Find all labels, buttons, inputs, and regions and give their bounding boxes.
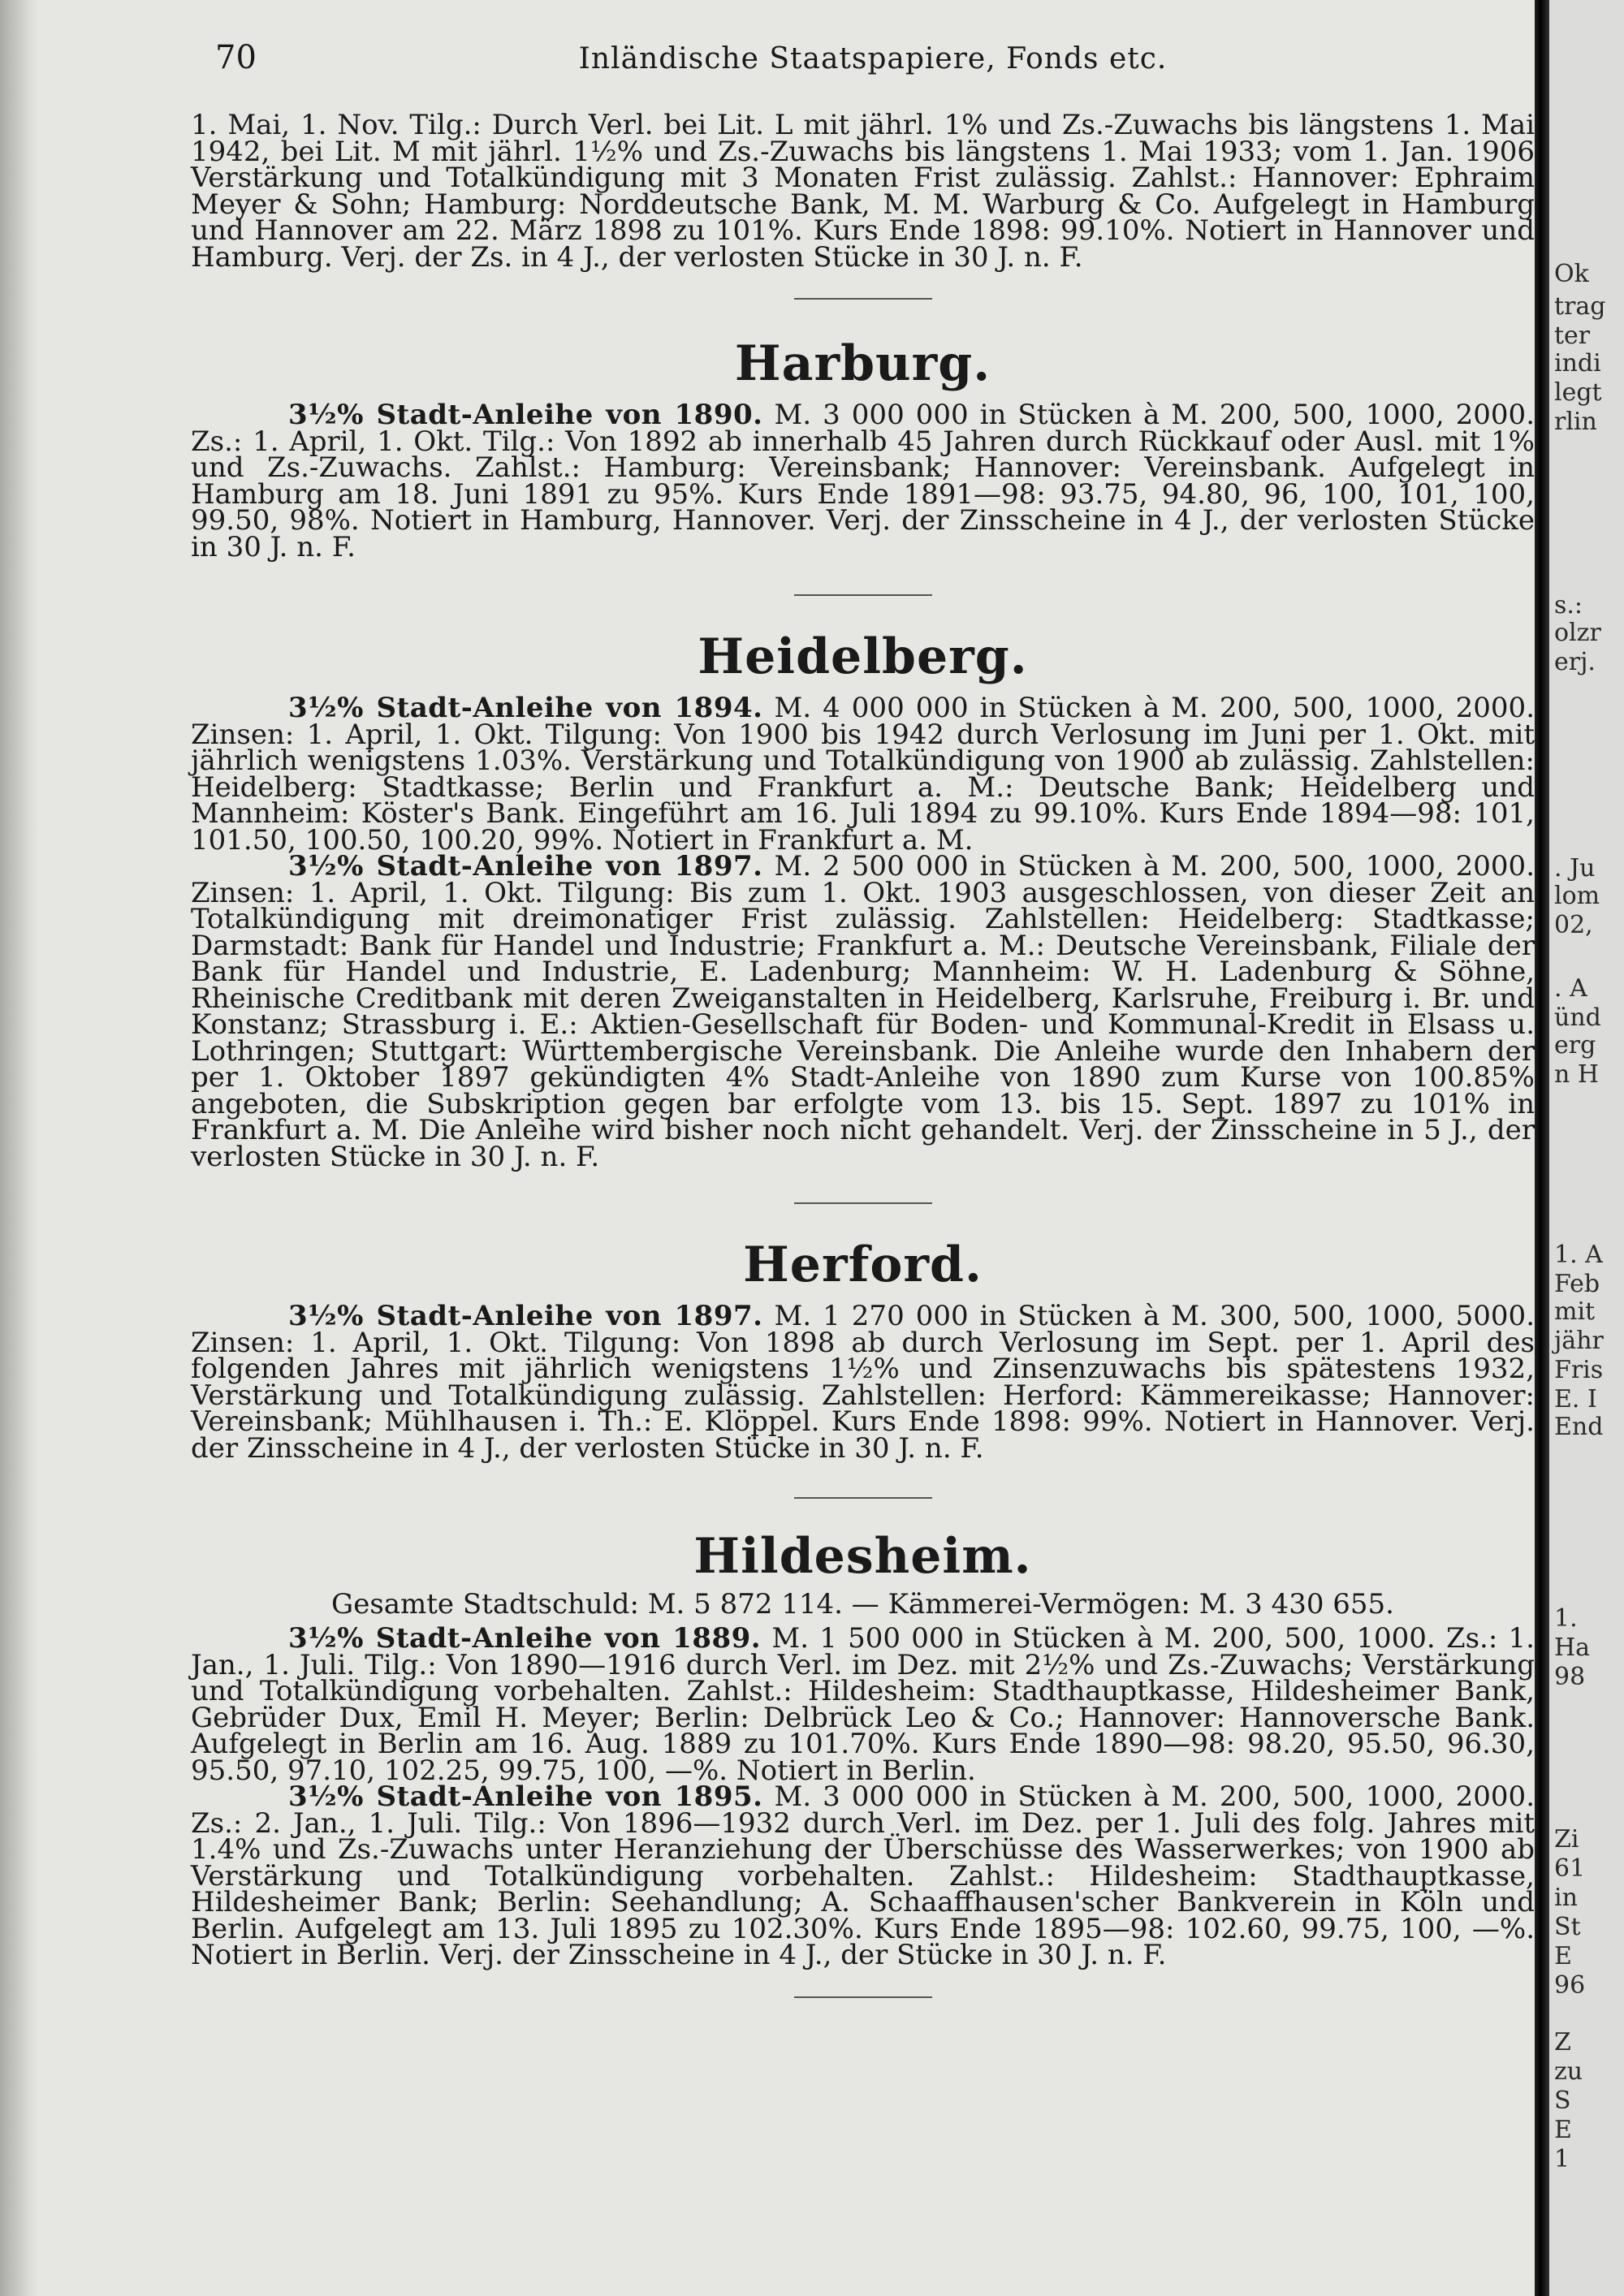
loan-title: 3½% Stadt-Anleihe von 1889. (288, 1622, 762, 1655)
neighbor-text: E (1554, 2116, 1572, 2144)
loan-text: M. 4 000 000 in Stücken à M. 200, 500, 1000, 2000. Zinsen: 1. April, 1. Okt. Tilgung: Von 1900 bis 1942 durch Verlosung im Juni per 1. Okt. mit jährlich wenigstens 1.03%. Verstärkung und Totalkündigung von 1900 ab zulässig. Zahlstellen: Heidelberg: Stadtkasse; Berlin und Frankfurt a. M.: Deutsche Bank; Heidelberg und Mannheim: Köster's Bank. Eingeführt am 16. Juli 1894 zu 99.10%. Kurs Ende 1894—98: 101, 101.50, 100.50, 100.20, 99%. Notiert in Frankfurt a. M. (191, 692, 1535, 857)
neighbor-text: erj. (1554, 648, 1596, 676)
page-content (191, 109, 1535, 1998)
city-debt-summary: Gesamte Stadtschuld: M. 5 872 114. — Kämmerei-Vermögen: M. 3 430 655. (331, 1588, 1394, 1621)
neighbor-text: trag (1554, 292, 1606, 321)
loan-text: M. 3 000 000 in Stücken à M. 200, 500, 1000, 2000. Zs.: 2. Jan., 1. Juli. Tilg.: Von 1896—1932 durch Verl. im Dez. per 1. Juli des folg. Jahres mit 1.4% und Zs.-Zuwachs unter Heranziehung der Überschüsse des Wasserwerkes; von 1900 ab Verstärkung und Totalkündigung vorbehalten. Zahlst.: Hildesheim: Stadthauptkasse, Hildesheimer Bank; Berlin: Seehandlung; A. Schaaffhausen'scher Bankverein in Köln und Berlin. Aufgelegt am 13. Juli 1895 zu 102.30%. Kurs Ende 1895—98: 102.60, 99.75, 100, —%. Notiert in Berlin. Verj. der Zinsscheine in 4 J., der Stücke in 30 J. n. F. (191, 1780, 1535, 1971)
neighbor-text: zu (1554, 2057, 1583, 2086)
loan-title: 3½% Stadt-Anleihe von 1894. (288, 692, 763, 724)
neighbor-text: Z (1554, 2028, 1571, 2056)
neighbor-text: 1 (1554, 2145, 1570, 2173)
city-heading-herford: Herford. (743, 1236, 983, 1293)
section-divider (794, 1497, 932, 1499)
loan-entry (191, 1780, 1535, 1971)
neighbor-text: olzr (1554, 619, 1601, 647)
neighbor-text: St (1554, 1913, 1581, 1941)
page-number: 70 (215, 39, 257, 76)
loan-title: 3½% Stadt-Anleihe von 1895. (288, 1780, 763, 1813)
page (191, 0, 1539, 2296)
neighbor-text: rlin (1554, 408, 1597, 436)
loan-text: M. 2 500 000 in Stücken à M. 200, 500, 1000, 2000. Zinsen: 1. April, 1. Okt. Tilgung: Bis zum 1. Okt. 1903 ausgeschlossen, von dieser Zeit an Totalkündigung mit dreimonatiger Frist zulässig. Zahlstellen: Heidelberg: Stadtkasse; Darmstadt: Bank für Handel und Industrie; Frankfurt a. M.: Deutsche Vereinsbank, Filiale der Bank für Handel und Industrie, E. Ladenburg; Mannheim: W. H. Ladenburg & Söhne, Rheinische Creditbank mit deren Zweiganstalten in Heidelberg, Karlsruhe, Freiburg i. Br. und Konstanz; Strassburg i. E.: Aktien-Gesellschaft für Boden- und Kommunal-Kredit in Elsass u. Lothringen; Stuttgart: Württembergische Vereinsbank. Die Anleihe wurde den Inhabern der per 1. Oktober 1897 gekündigten 4% Stadt-Anleihe von 1890 zum Kurse von 100.85% angeboten, die Subskription gegen bar erfolgte vom 13. bis 15. Sept. 1897 zu 101% in Frankfurt a. M. Die Anleihe wird bisher noch nicht gehandelt. Verj. der Zinsscheine in 5 J., der verlosten Stücke in 30 J. n. F. (191, 850, 1535, 1173)
section-divider (794, 1996, 932, 1998)
neighbor-text: jähr (1554, 1327, 1604, 1355)
neighbor-text: indi (1554, 349, 1601, 378)
neighbor-text: Fris (1554, 1356, 1604, 1384)
page-header (215, 39, 1531, 88)
neighbor-text: . Ju (1554, 854, 1596, 883)
neighbor-text: ünd (1554, 1003, 1601, 1032)
neighbor-text: 96 (1554, 1971, 1586, 2000)
neighbor-text: 1. A (1554, 1241, 1603, 1269)
loan-entry (191, 1300, 1535, 1465)
loan-title: 3½% Stadt-Anleihe von 1897. (288, 850, 763, 883)
loan-entry (191, 399, 1535, 563)
neighbor-text: Ok (1554, 260, 1589, 288)
city-heading-harburg: Harburg. (734, 335, 991, 392)
loan-text: M. 1 500 000 in Stücken à M. 200, 500, 1000. Zs.: 1. Jan., 1. Juli. Tilg.: Von 1890—1916 durch Verl. im Dez. mit 2½% und Zs.-Zuwachs; Verstärkung und Totalkündigung vorbehalten. Zahlst.: Hildesheim: Stadthauptkasse, Hildesheimer Bank, Gebrüder Dux, Emil H. Meyer; Berlin: Delbrück Leo & Co.; Hannover: Hannoversche Bank. Aufgelegt in Berlin am 16. Aug. 1889 zu 101.70%. Kurs Ende 1890—98: 98.20, 95.50, 96.30, 95.50, 97.10, 102.25, 99.75, 100, —%. Notiert in Berlin. (191, 1622, 1535, 1787)
neighbor-text: in (1554, 1884, 1578, 1912)
neighbor-text: lom (1554, 882, 1600, 910)
page-gutter (1535, 0, 1549, 2296)
neighbor-text: E (1554, 1942, 1572, 1970)
city-heading-heidelberg: Heidelberg. (698, 628, 1028, 685)
neighbor-text: E. I (1554, 1385, 1597, 1413)
running-title: Inländische Staatspapiere, Fonds etc. (578, 42, 1168, 76)
neighbor-text: S (1554, 2087, 1571, 2115)
neighbor-text: 02, (1554, 911, 1593, 939)
section-divider (794, 298, 932, 300)
neighbor-text: . A (1554, 974, 1587, 1003)
neighbor-text: 98 (1554, 1663, 1586, 1691)
neighbor-text: legt (1554, 378, 1602, 407)
intro-paragraph: 1. Mai, 1. Nov. Tilg.: Durch Verl. bei Lit. L mit jährl. 1% und Zs.-Zuwachs bis längstens 1. Mai 1942, bei Lit. M mit jährl. 1½% und Zs.-Zuwachs bis längstens 1. Mai 1933; vom 1. Jan. 1906 Verstärkung und Totalkündigung mit 3 Monaten Frist zulässig. Zahlst.: Hannover: Ephraim Meyer & Sohn; Hamburg: Norddeutsche Bank, M. M. Warburg & Co. Aufgelegt in Hamburg und Hannover am 22. März 1898 zu 101%. Kurs Ende 1898: 99.10%. Notiert in Hannover und Hamburg. Verj. der Zs. in 4 J., der verlosten Stücke in 30 J. n. F. (191, 109, 1535, 274)
loan-text: M. 1 270 000 in Stücken à M. 300, 500, 1000, 5000. Zinsen: 1. April, 1. Okt. Tilgung: Von 1898 ab durch Verlosung im Sept. per 1. April des folgenden Jahres mit jährlich wenigstens 1½% und Zinsenzuwachs bis spätestens 1932, Verstärkung und Totalkündigung zulässig. Zahlstellen: Herford: Kämmereikasse; Hannover: Vereinsbank; Mühlhausen i. Th.: E. Klöppel. Kurs Ende 1898: 99%. Notiert in Hannover. Verj. der Zinsscheine in 4 J., der verlosten Stücke in 30 J. n. F. (191, 1300, 1535, 1465)
neighbor-text: 61 (1554, 1854, 1586, 1883)
neighbor-text: Ha (1554, 1634, 1591, 1662)
left-page-shadow (0, 0, 39, 2296)
neighbor-text: Feb (1554, 1270, 1600, 1298)
loan-text: M. 3 000 000 in Stücken à M. 200, 500, 1000, 2000. Zs.: 1. April, 1. Okt. Tilg.: Von 1892 ab innerhalb 45 Jahren durch Rückkauf oder Ausl. mit 1% und Zs.-Zuwachs. Zahlst.: Hamburg: Vereinsbank; Hannover: Vereinsbank. Aufgelegt in Hamburg am 18. Juni 1891 zu 95%. Kurs Ende 1891—98: 93.75, 94.80, 96, 100, 101, 100, 99.50, 98%. Notiert in Hamburg, Hannover. Verj. der Zinsscheine in 4 J., der verlosten Stücke in 30 J. n. F. (191, 399, 1535, 563)
neighbor-page-edge (1549, 0, 1624, 2296)
loan-title: 3½% Stadt-Anleihe von 1890. (288, 399, 763, 431)
neighbor-text: n H (1554, 1060, 1600, 1089)
neighbor-text: 1. (1554, 1604, 1578, 1633)
city-heading-hildesheim: Hildesheim. (693, 1528, 1032, 1585)
neighbor-text: erg (1554, 1031, 1596, 1060)
section-divider (794, 1202, 932, 1204)
loan-entry (191, 692, 1535, 857)
section-divider (794, 594, 932, 596)
loan-entry (191, 1622, 1535, 1787)
neighbor-text: mit (1554, 1297, 1596, 1326)
loan-entry (191, 850, 1535, 1173)
neighbor-text: ter (1554, 322, 1591, 350)
neighbor-text: End (1554, 1413, 1604, 1441)
loan-title: 3½% Stadt-Anleihe von 1897. (288, 1300, 763, 1332)
neighbor-text: Zi (1554, 1825, 1579, 1854)
neighbor-text: s.: (1554, 591, 1583, 619)
